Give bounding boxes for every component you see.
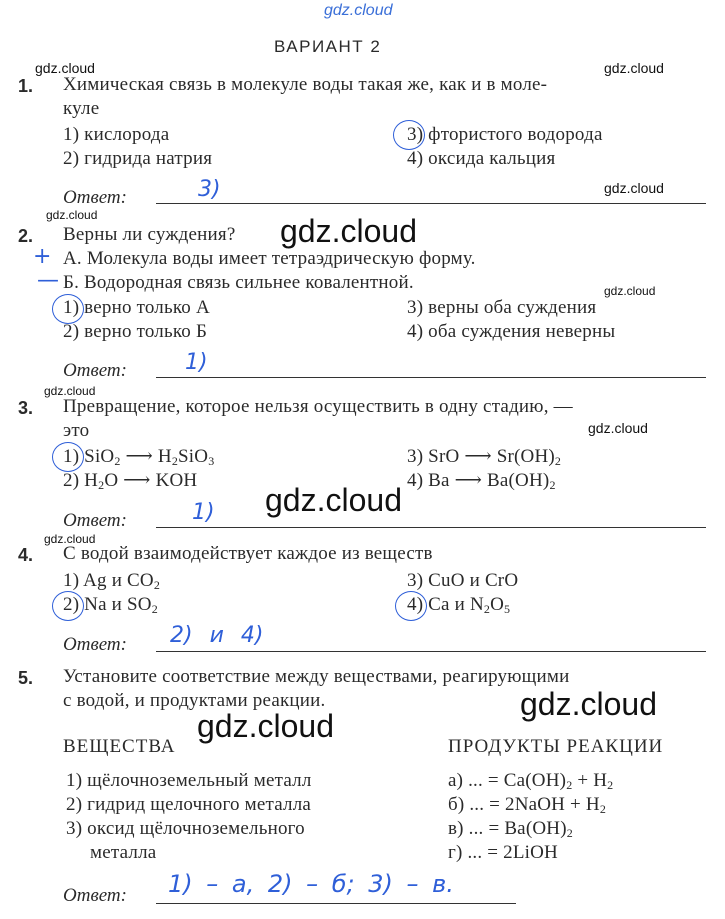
watermark: gdz.cloud bbox=[44, 532, 96, 546]
question-text: С водой взаимодействует каждое из веществ bbox=[63, 543, 433, 564]
statement: Б. Водородная связь сильнее ковалентной. bbox=[63, 272, 414, 293]
answer-line bbox=[156, 903, 516, 904]
option: 4) оксида кальция bbox=[407, 148, 556, 169]
substance-item: 1) щёлочноземельный металл bbox=[66, 770, 312, 791]
page-title: ВАРИАНТ 2 bbox=[274, 37, 382, 56]
handwritten-answer: 1) bbox=[192, 500, 215, 525]
statement: А. Молекула воды имеет тетраэдрическую форму. bbox=[63, 248, 476, 269]
answer-line bbox=[156, 527, 706, 528]
watermark: gdz.cloud bbox=[604, 180, 664, 196]
answer-line bbox=[156, 203, 706, 204]
question-text: это bbox=[63, 420, 90, 441]
handwritten-answer: 1) – а, 2) – б; 3) – в. bbox=[168, 870, 454, 898]
question-text: куле bbox=[63, 98, 100, 119]
option: 1) Ag и $CO_2$ bbox=[63, 570, 161, 592]
option: 3) SrO ⟶ $Sr(OH)_2$ bbox=[407, 446, 562, 468]
answer-line bbox=[156, 651, 706, 652]
watermark: gdz.cloud bbox=[46, 208, 98, 222]
selection-circle bbox=[52, 591, 84, 621]
question-number: 4. bbox=[18, 545, 34, 565]
selection-circle bbox=[393, 120, 425, 150]
handwritten-answer: 2) и 4) bbox=[170, 623, 264, 648]
option: 1) кислорода bbox=[63, 124, 170, 145]
selection-circle bbox=[52, 442, 84, 472]
option: 4) Ca и $N_2O_5$ bbox=[407, 594, 511, 616]
option: 2) верно только Б bbox=[63, 321, 208, 342]
product-item: б) ... = 2NaOH + $H_2$ bbox=[448, 794, 607, 816]
option: 2) Na и $SO_2$ bbox=[63, 594, 158, 616]
watermark-large: gdz.cloud bbox=[520, 686, 657, 722]
product-item: а) ... = $Ca(OH)_2 + H_2$ bbox=[448, 770, 614, 792]
question-number: 3. bbox=[18, 398, 34, 418]
option: 3) фтористого водорода bbox=[407, 124, 603, 145]
option: 2) гидрида натрия bbox=[63, 148, 213, 169]
product-item: г) ... = 2LiOH bbox=[448, 842, 558, 863]
answer-label: Ответ: bbox=[63, 187, 127, 208]
question-number: 1. bbox=[18, 76, 34, 96]
question-text: Верны ли суждения? bbox=[63, 224, 236, 245]
option: 4) оба суждения неверны bbox=[407, 321, 616, 342]
question-text: Установите соответствие между веществами, реагирующими bbox=[63, 666, 570, 687]
substance-item: 2) гидрид щелочного металла bbox=[66, 794, 312, 815]
column-header-substances: ВЕЩЕСТВА bbox=[63, 736, 176, 757]
watermark: gdz.cloud bbox=[588, 420, 648, 436]
watermark: gdz.cloud bbox=[44, 384, 96, 398]
option: 2) $H_2O$ ⟶ KOH bbox=[63, 470, 198, 492]
handwritten-mark: — bbox=[37, 268, 59, 293]
substance-item: 3) оксид щёлочноземельного bbox=[66, 818, 305, 839]
option: 1) SiO$_2$ ⟶ $H_2SiO_3$ bbox=[63, 446, 215, 468]
option: 1) верно только А bbox=[63, 297, 210, 318]
question-text: Превращение, которое нельзя осуществить в одну стадию, — bbox=[63, 396, 573, 417]
answer-label: Ответ: bbox=[63, 360, 127, 381]
column-header-products: ПРОДУКТЫ РЕАКЦИИ bbox=[448, 736, 664, 757]
watermark-top: gdz.cloud bbox=[324, 2, 393, 19]
question-number: 2. bbox=[18, 226, 34, 246]
watermark-large: gdz.cloud bbox=[197, 708, 334, 744]
substance-item-cont: металла bbox=[90, 842, 157, 863]
answer-line bbox=[156, 377, 706, 378]
option: 3) CuO и CrO bbox=[407, 570, 519, 591]
question-number: 5. bbox=[18, 668, 34, 688]
option: 4) Ba ⟶ $Ba(OH)_2$ bbox=[407, 470, 556, 492]
answer-label: Ответ: bbox=[63, 885, 127, 906]
watermark: gdz.cloud bbox=[35, 60, 95, 76]
selection-circle bbox=[395, 591, 427, 621]
product-item: в) ... = $Ba(OH)_2$ bbox=[448, 818, 573, 840]
watermark: gdz.cloud bbox=[604, 60, 664, 76]
watermark: gdz.cloud bbox=[604, 284, 656, 298]
handwritten-mark: + bbox=[33, 244, 52, 269]
option: 3) верны оба суждения bbox=[407, 297, 597, 318]
question-text: Химическая связь в молекуле воды такая же, как и в моле- bbox=[63, 74, 548, 95]
answer-label: Ответ: bbox=[63, 634, 127, 655]
watermark-large: gdz.cloud bbox=[280, 213, 417, 249]
answer-label: Ответ: bbox=[63, 510, 127, 531]
selection-circle bbox=[52, 294, 84, 324]
watermark-large: gdz.cloud bbox=[265, 482, 402, 518]
handwritten-answer: 1) bbox=[185, 350, 208, 375]
question-text: с водой, и продуктами реакции. bbox=[63, 690, 326, 711]
handwritten-answer: 3) bbox=[198, 177, 221, 202]
